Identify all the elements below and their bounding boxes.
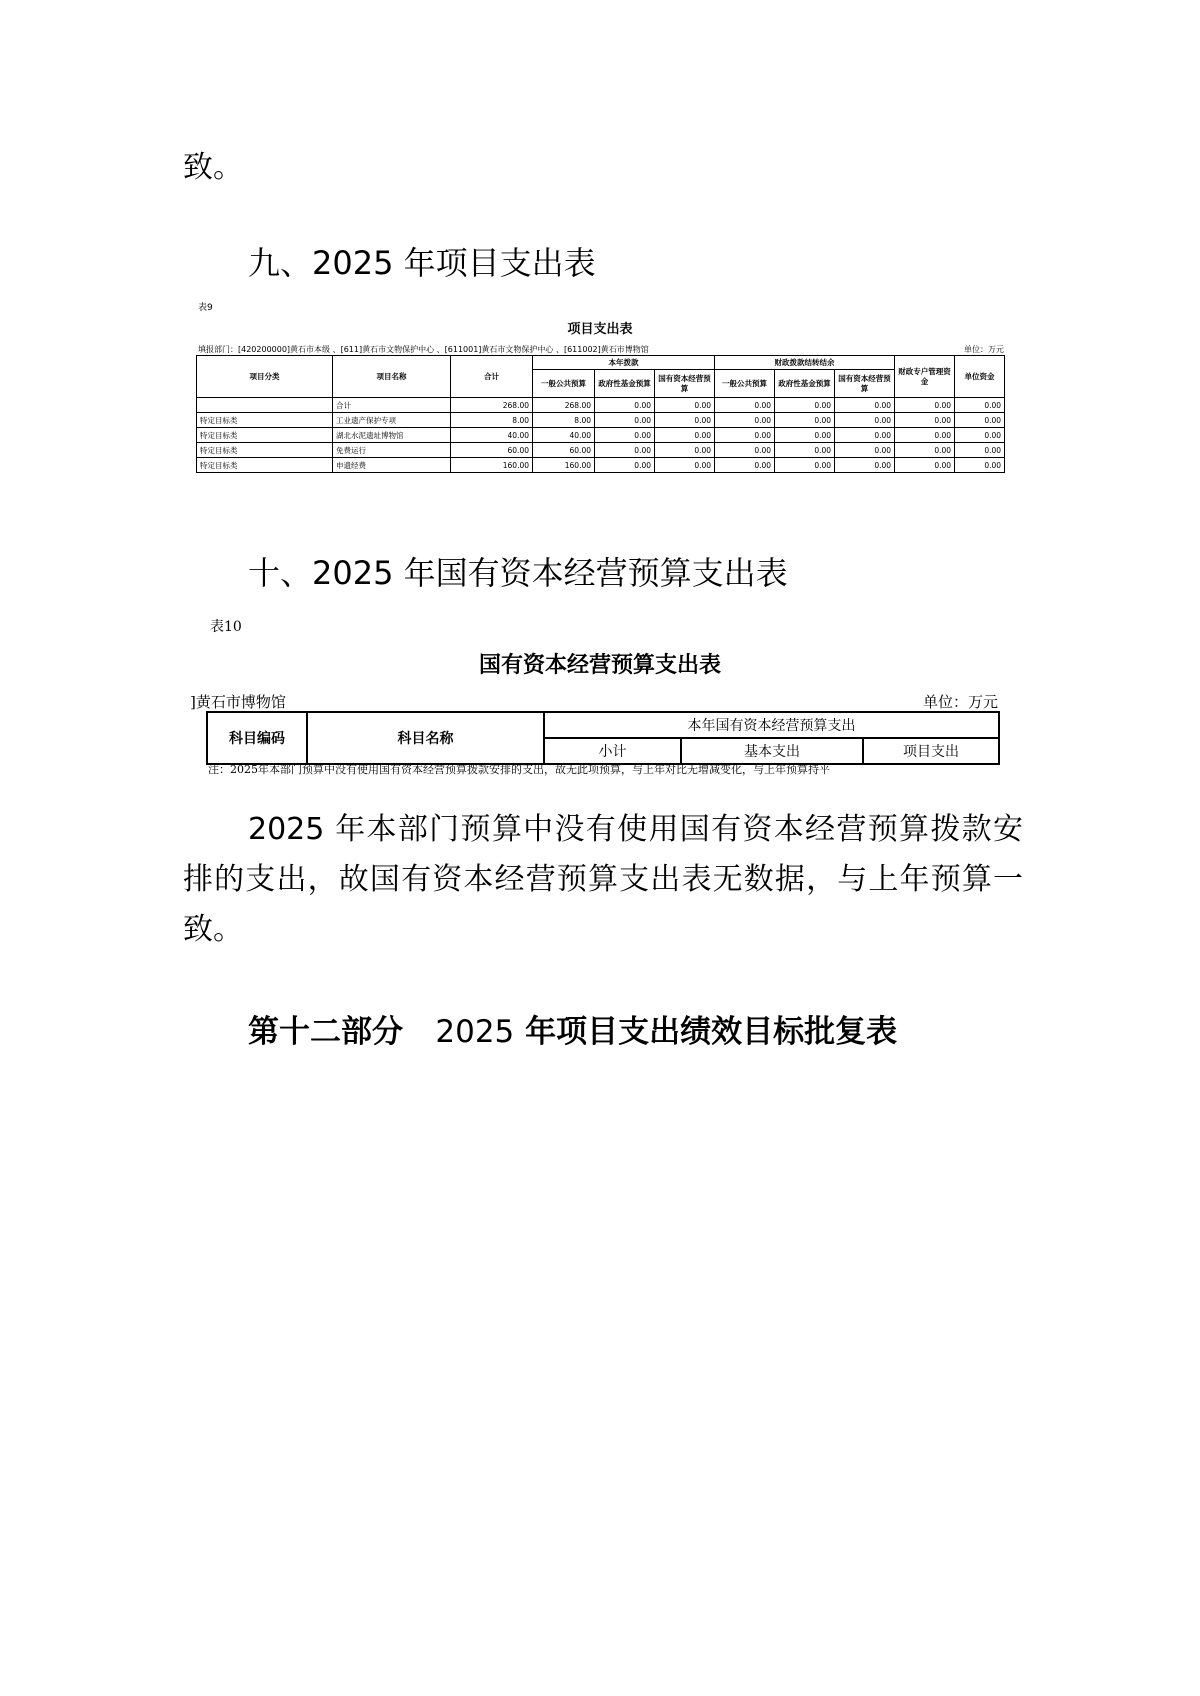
table-row (197, 428, 1005, 443)
table10-note: 注：2025年本部门预算中没有使用国有资本经营预算拨款安排的支出，故无此项预算，与上年对比无增减变化，与上年预算持平 (208, 763, 830, 776)
part12-heading (248, 1006, 897, 1051)
cell-value: 0.00 (835, 398, 895, 413)
cell-value: 0.00 (715, 398, 775, 413)
cell-value: 0.00 (775, 428, 835, 443)
cell-name: 工业遗产保护专项 (333, 413, 451, 428)
cell-value: 160.00 (533, 458, 595, 473)
cell-value: 0.00 (955, 413, 1005, 428)
cell-name: 湖北水泥遗址博物馆 (333, 428, 451, 443)
project-expenditure-table (196, 355, 1005, 473)
state-capital-expenditure-table (206, 711, 1000, 765)
header-general-budget: 一般公共预算 (715, 370, 775, 398)
header-state-capital: 国有资本经营预算 (655, 370, 715, 398)
table-row (197, 413, 1005, 428)
table-row (197, 458, 1005, 473)
cell-value: 0.00 (955, 443, 1005, 458)
header-total: 合计 (451, 356, 533, 398)
cell-value: 0.00 (715, 428, 775, 443)
part12-year: 2025 (435, 1014, 515, 1050)
paragraph-ending: 致。 (183, 150, 243, 185)
table10-department: ]黄石市博物馆 (190, 693, 286, 711)
cell-value: 0.00 (775, 398, 835, 413)
cell-value: 40.00 (533, 428, 595, 443)
header-project-expenditure: 项目支出 (863, 738, 999, 764)
cell-value: 0.00 (895, 398, 955, 413)
header-category: 项目分类 (197, 356, 333, 398)
cell-value: 0.00 (895, 443, 955, 458)
table10-title: 国有资本经营预算支出表 (478, 653, 721, 678)
header-subject-code: 科目编码 (207, 712, 307, 764)
cell-value: 0.00 (715, 458, 775, 473)
cell-value: 268.00 (451, 398, 533, 413)
header-general-budget: 一般公共预算 (533, 370, 595, 398)
cell-category: 特定目标类 (197, 428, 333, 443)
section-heading-9: 九、2025 年项目支出表 (248, 244, 596, 282)
part12-prefix: 第十二部分 (248, 1014, 403, 1050)
header-gov-fund: 政府性基金预算 (595, 370, 655, 398)
cell-value: 0.00 (835, 458, 895, 473)
cell-category: 特定目标类 (197, 443, 333, 458)
table9-label: 表9 (198, 303, 213, 313)
table9-title: 项目支出表 (567, 322, 633, 337)
cell-category (197, 398, 333, 413)
header-special-funds: 财政专户管理资金 (895, 356, 955, 398)
cell-value: 0.00 (895, 458, 955, 473)
cell-value: 0.00 (955, 458, 1005, 473)
cell-value: 0.00 (715, 443, 775, 458)
cell-value: 0.00 (595, 398, 655, 413)
cell-value: 0.00 (895, 428, 955, 443)
cell-value: 160.00 (451, 458, 533, 473)
header-gov-fund: 政府性基金预算 (775, 370, 835, 398)
header-name: 项目名称 (333, 356, 451, 398)
table-row (197, 443, 1005, 458)
table9-unit: 单位：万元 (964, 345, 1004, 354)
body-paragraph: 2025 年本部门预算中没有使用国有资本经营预算拨款安排的支出，故国有资本经营预算支出表无数据，与上年预算一致。 (183, 812, 1023, 947)
header-subject-name: 科目名称 (307, 712, 544, 764)
cell-value: 40.00 (451, 428, 533, 443)
cell-value: 8.00 (451, 413, 533, 428)
cell-value: 0.00 (595, 443, 655, 458)
table9-department: 填报部门：[420200000]黄石市本级 、[611]黄石市文物保护中心 、[611001]黄石市文物保护中心 、[611002]黄石市博物馆 (198, 345, 649, 354)
part12-suffix: 年项目支出绩效目标批复表 (525, 1014, 898, 1050)
cell-value: 0.00 (595, 458, 655, 473)
cell-value: 0.00 (775, 458, 835, 473)
cell-value: 0.00 (895, 413, 955, 428)
cell-value: 268.00 (533, 398, 595, 413)
header-state-capital: 国有资本经营预算 (835, 370, 895, 398)
header-carryover: 财政拨款结转结余 (715, 356, 895, 370)
cell-value: 0.00 (835, 413, 895, 428)
cell-value: 0.00 (835, 428, 895, 443)
header-unit-funds: 单位资金 (955, 356, 1005, 398)
cell-value: 0.00 (655, 428, 715, 443)
header-this-year: 本年拨款 (533, 356, 715, 370)
header-basic-expenditure: 基本支出 (681, 738, 863, 764)
cell-value: 0.00 (655, 443, 715, 458)
table-row (197, 398, 1005, 413)
cell-value: 0.00 (655, 458, 715, 473)
cell-value: 0.00 (775, 443, 835, 458)
cell-name: 申遗经费 (333, 458, 451, 473)
cell-value: 0.00 (655, 413, 715, 428)
cell-name: 合计 (333, 398, 451, 413)
cell-value: 0.00 (955, 398, 1005, 413)
table10-label: 表10 (210, 619, 242, 635)
section-heading-10: 十、2025 年国有资本经营预算支出表 (248, 554, 788, 592)
cell-value: 8.00 (533, 413, 595, 428)
cell-value: 60.00 (533, 443, 595, 458)
cell-value: 0.00 (655, 398, 715, 413)
cell-name: 免费运行 (333, 443, 451, 458)
cell-value: 0.00 (595, 428, 655, 443)
cell-value: 60.00 (451, 443, 533, 458)
cell-value: 0.00 (595, 413, 655, 428)
cell-value: 0.00 (955, 428, 1005, 443)
cell-value: 0.00 (775, 413, 835, 428)
cell-value: 0.00 (715, 413, 775, 428)
cell-category: 特定目标类 (197, 413, 333, 428)
cell-value: 0.00 (835, 443, 895, 458)
header-state-capital-expenditure: 本年国有资本经营预算支出 (544, 712, 999, 738)
table10-unit: 单位：万元 (922, 693, 998, 711)
header-subtotal: 小计 (544, 738, 681, 764)
cell-category: 特定目标类 (197, 458, 333, 473)
